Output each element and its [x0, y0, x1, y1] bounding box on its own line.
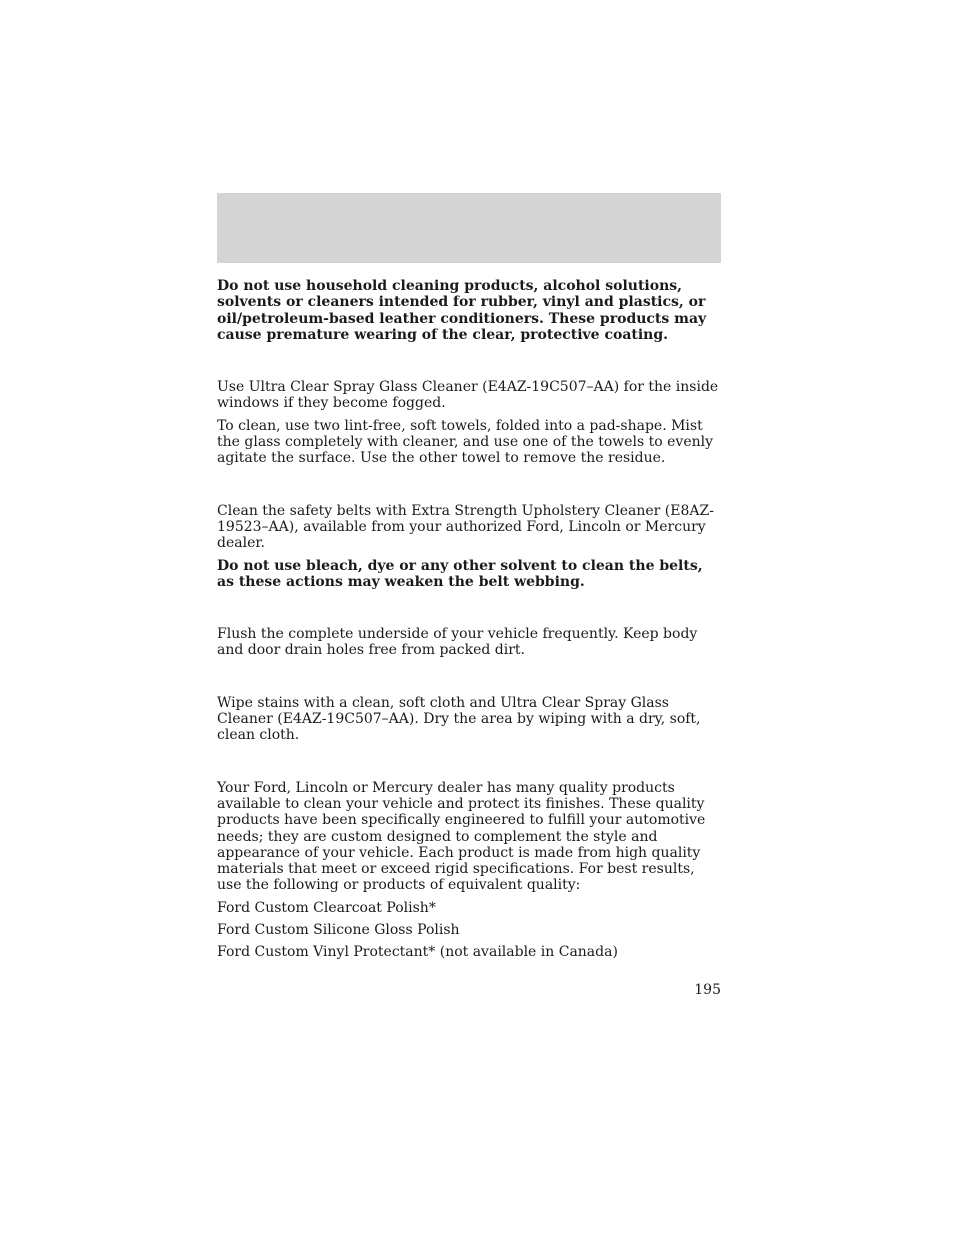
safety-belts-paragraph: Clean the safety belts with Extra Strength Upholstery Cleaner (E8AZ-19523–AA), available from your authorized Ford, Lincoln or Mercury dealer.	[217, 502, 714, 552]
belts-warning: Do not use bleach, dye or any other solvent to clean the belts, as these actions may weaken the belt webbing.	[217, 557, 703, 590]
page-content	[217, 278, 723, 961]
windows-paragraph-2: To clean, use two lint-free, soft towels, folded into a pad-shape. Mist the glass completely with cleaner, and use one of the towels to evenly agitate the surface. Use the other towel to remove the residue.	[217, 417, 714, 467]
instrument-panel-paragraph: Wipe stains with a clean, soft cloth and Ultra Clear Spray Glass Cleaner (E4AZ-19C507–AA). Dry the area by wiping with a dry, soft, clean cloth.	[217, 694, 701, 744]
product-item: Ford Custom Clearcoat Polish*	[217, 899, 436, 916]
underbody-paragraph: Flush the complete underside of your vehicle frequently. Keep body and door drain holes free from packed dirt.	[217, 626, 698, 659]
section-header-band	[217, 193, 721, 263]
windows-paragraph-1: Use Ultra Clear Spray Glass Cleaner (E4AZ-19C507–AA) for the inside windows if they become fogged.	[217, 379, 719, 412]
product-item: Ford Custom Vinyl Protectant* (not available in Canada)	[217, 944, 618, 961]
coating-warning: Do not use household cleaning products, alcohol solutions, solvents or cleaners intended for rubber, vinyl and plastics, or oil/petroleum-based leather conditioners. These products may cause premature wearing of the clear, protective coating.	[217, 278, 707, 343]
product-item: Ford Custom Silicone Gloss Polish	[217, 922, 460, 939]
products-intro: Your Ford, Lincoln or Mercury dealer has many quality products available to clean your vehicle and protect its finishes. These quality products have been specifically engineered to fulfill your automotive needs; they are custom designed to complement the style and appearance of your vehicle. Each product is made from high quality materials that meet or exceed rigid specifications. For best results, use the following or products of equivalent quality:	[217, 779, 706, 894]
page-number: 195	[694, 982, 721, 998]
